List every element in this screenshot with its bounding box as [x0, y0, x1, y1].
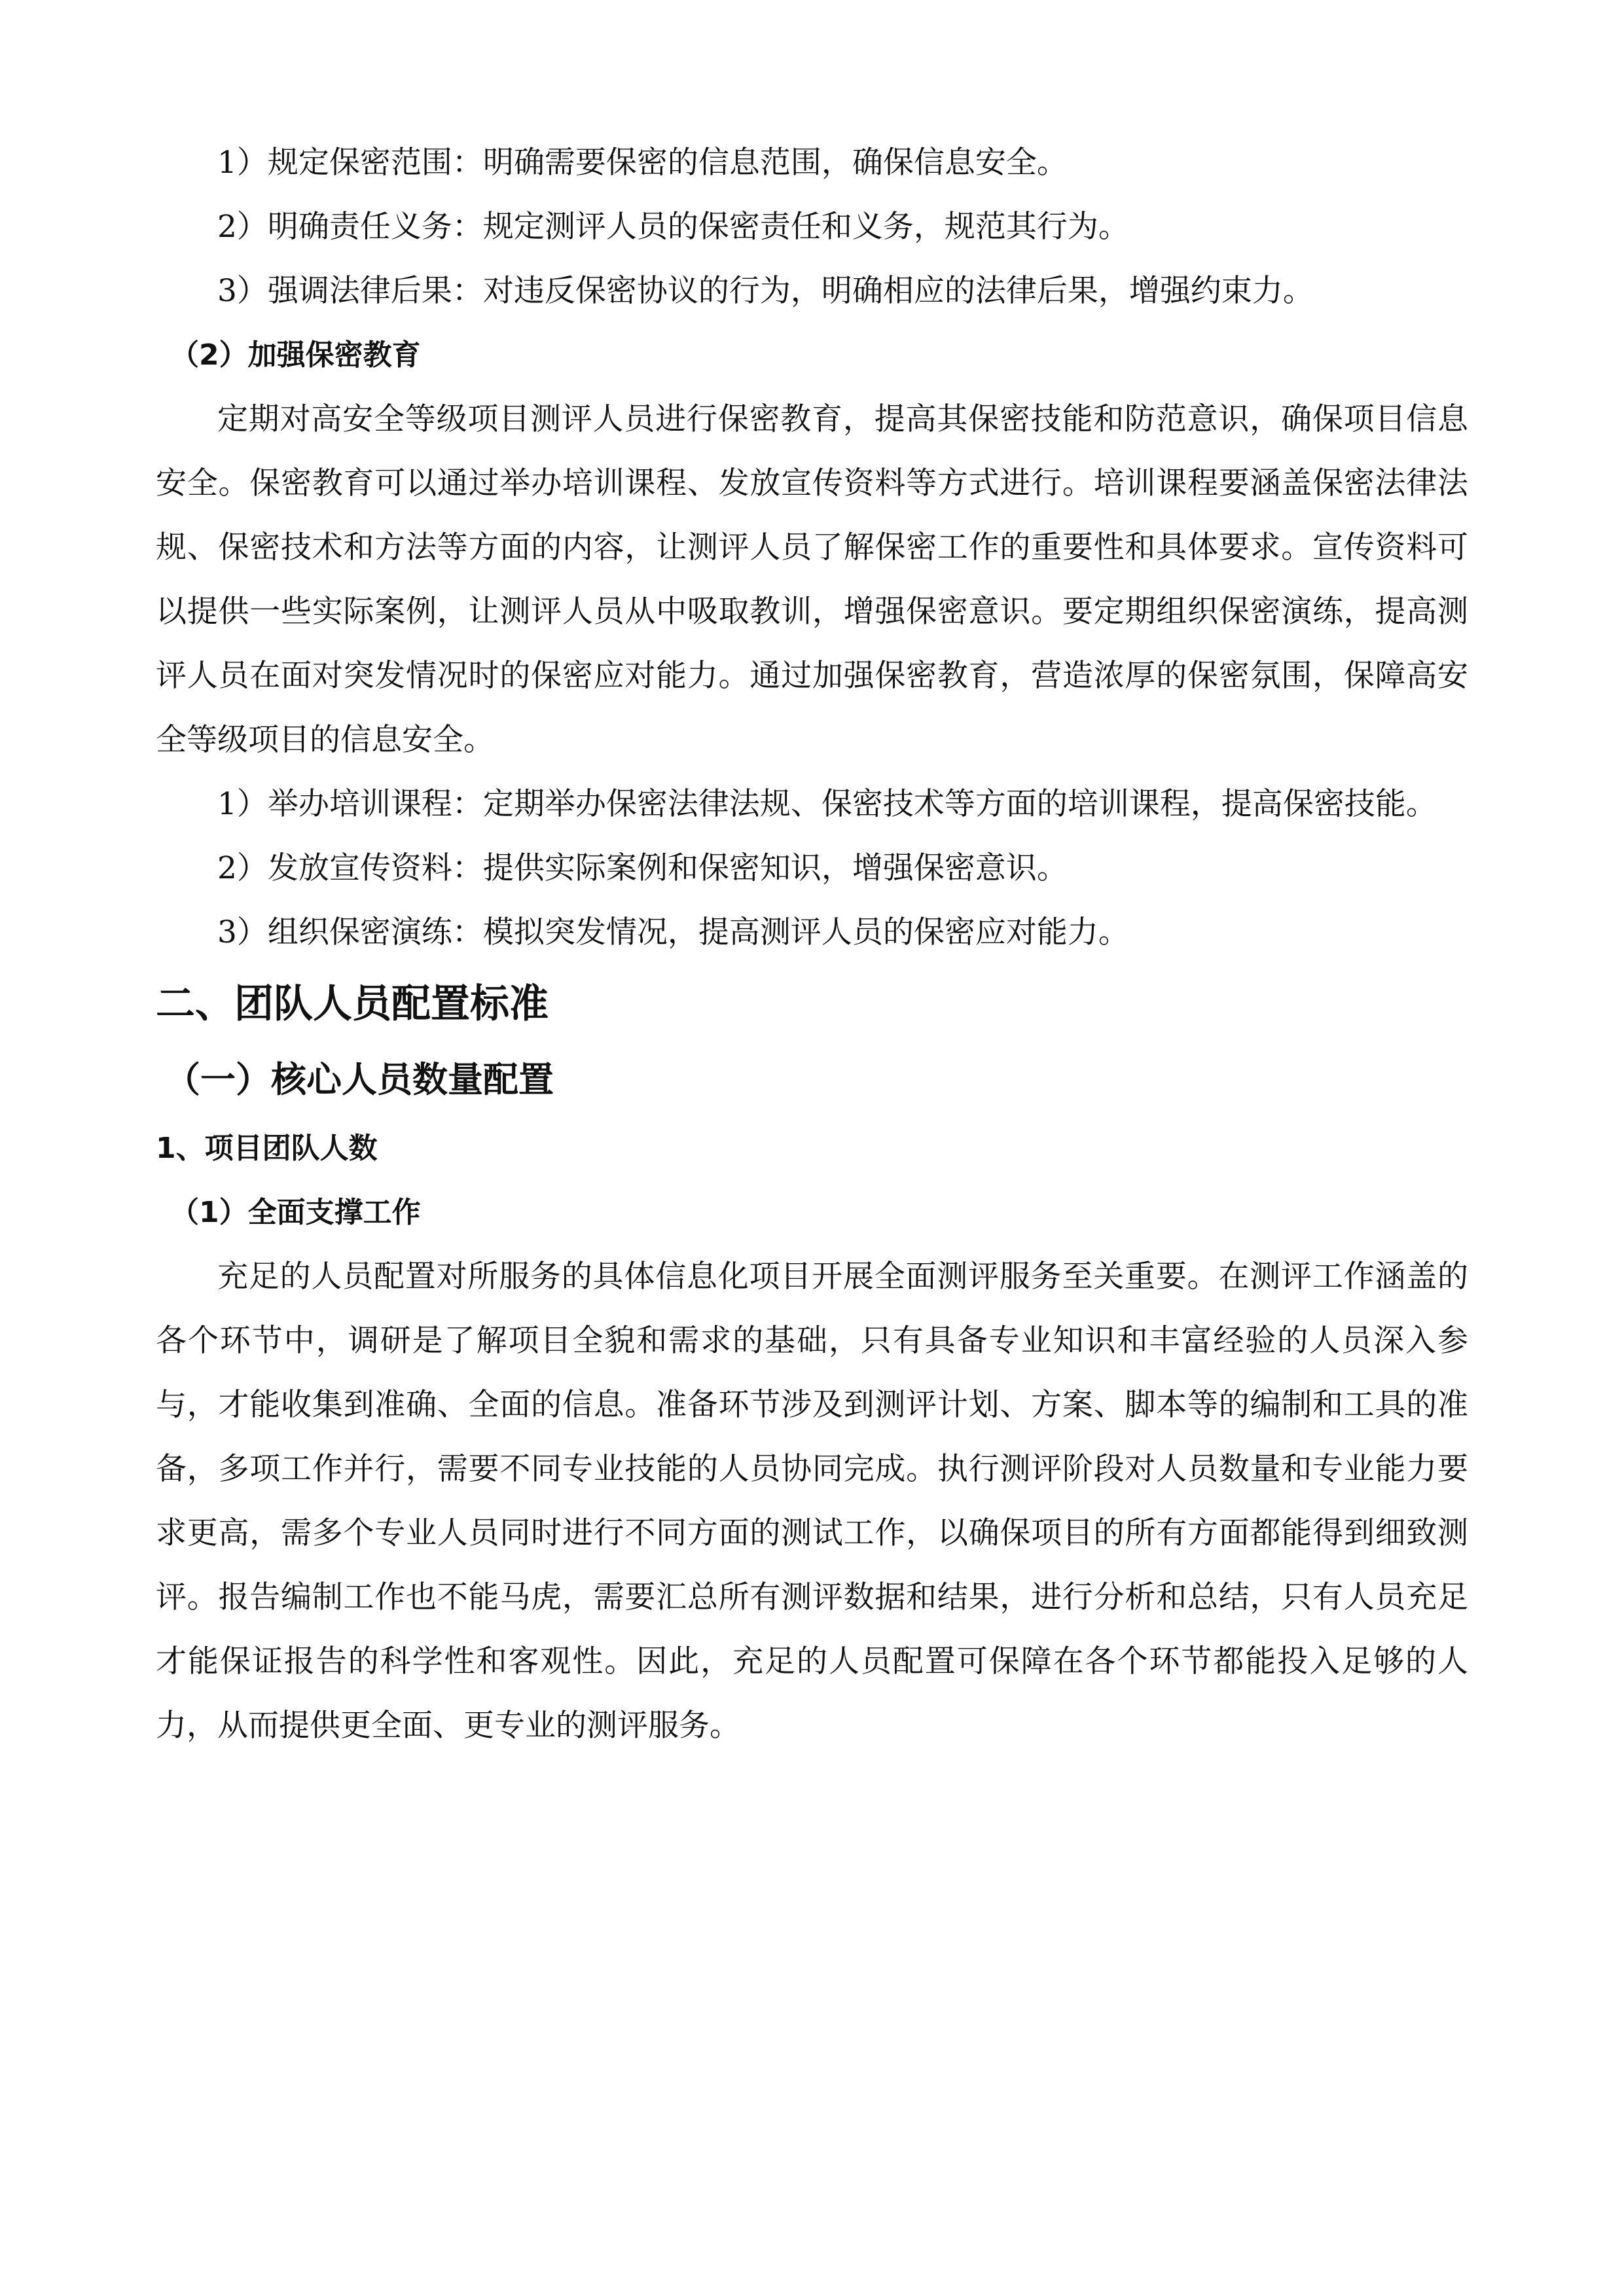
- subheading-education: （2）加强保密教育: [170, 338, 421, 372]
- list-item-scope: 1）规定保密范围：明确需要保密的信息范围，确保信息安全。: [217, 145, 1068, 181]
- document-page: [156, 131, 1468, 1758]
- paragraph-education: 定期对高安全等级项目测评人员进行保密教育，提高其保密技能和防范意识，确保项目信息安全。保密教育可以通过举办培训课程、发放宣传资料等方式进行。培训课程要涵盖保密法律法规、保密技术和方法等方面的内容，让测评人员了解保密工作的重要性和具体要求。宣传资料可以提供一些实际案例，让测评人员从中吸取教训，增强保密意识。要定期组织保密演练，提高测评人员在面对突发情况时的保密应对能力。通过加强保密教育，营造浓厚的保密氛围，保障高安全等级项目的信息安全。: [156, 401, 1468, 758]
- list-item-materials: 2）发放宣传资料：提供实际案例和保密知识，增强保密意识。: [217, 850, 1068, 886]
- list-item-law: 3）强调法律后果：对违反保密协议的行为，明确相应的法律后果，增强约束力。: [217, 273, 1314, 309]
- section-heading-team: 二、团队人员配置标准: [156, 981, 549, 1027]
- section-heading-core: （一）核心人员数量配置: [165, 1059, 554, 1100]
- subheading-support: （1）全面支撑工作: [170, 1196, 421, 1229]
- list-item-training: 1）举办培训课程：定期举办保密法律法规、保密技术等方面的培训课程，提高保密技能。: [217, 786, 1437, 822]
- paragraph-support: 充足的人员配置对所服务的具体信息化项目开展全面测评服务至关重要。在测评工作涵盖的各个环节中，调研是了解项目全貌和需求的基础，只有具备专业知识和丰富经验的人员深入参与，才能收集到准确、全面的信息。准备环节涉及到测评计划、方案、脚本等的编制和工具的准备，多项工作并行，需要不同专业技能的人员协同完成。执行测评阶段对人员数量和专业能力要求更高，需多个专业人员同时进行不同方面的测试工作，以确保项目的所有方面都能得到细致测评。报告编制工作也不能马虎，需要汇总所有测评数据和结果，进行分析和总结，只有人员充足才能保证报告的科学性和客观性。因此，充足的人员配置可保障在各个环节都能投入足够的人力，从而提供更全面、更专业的测评服务。: [156, 1259, 1468, 1744]
- list-item-drill: 3）组织保密演练：模拟突发情况，提高测评人员的保密应对能力。: [217, 914, 1129, 950]
- section-heading-count: 1、项目团队人数: [156, 1132, 378, 1165]
- list-item-duty: 2）明确责任义务：规定测评人员的保密责任和义务，规范其行为。: [217, 209, 1129, 245]
